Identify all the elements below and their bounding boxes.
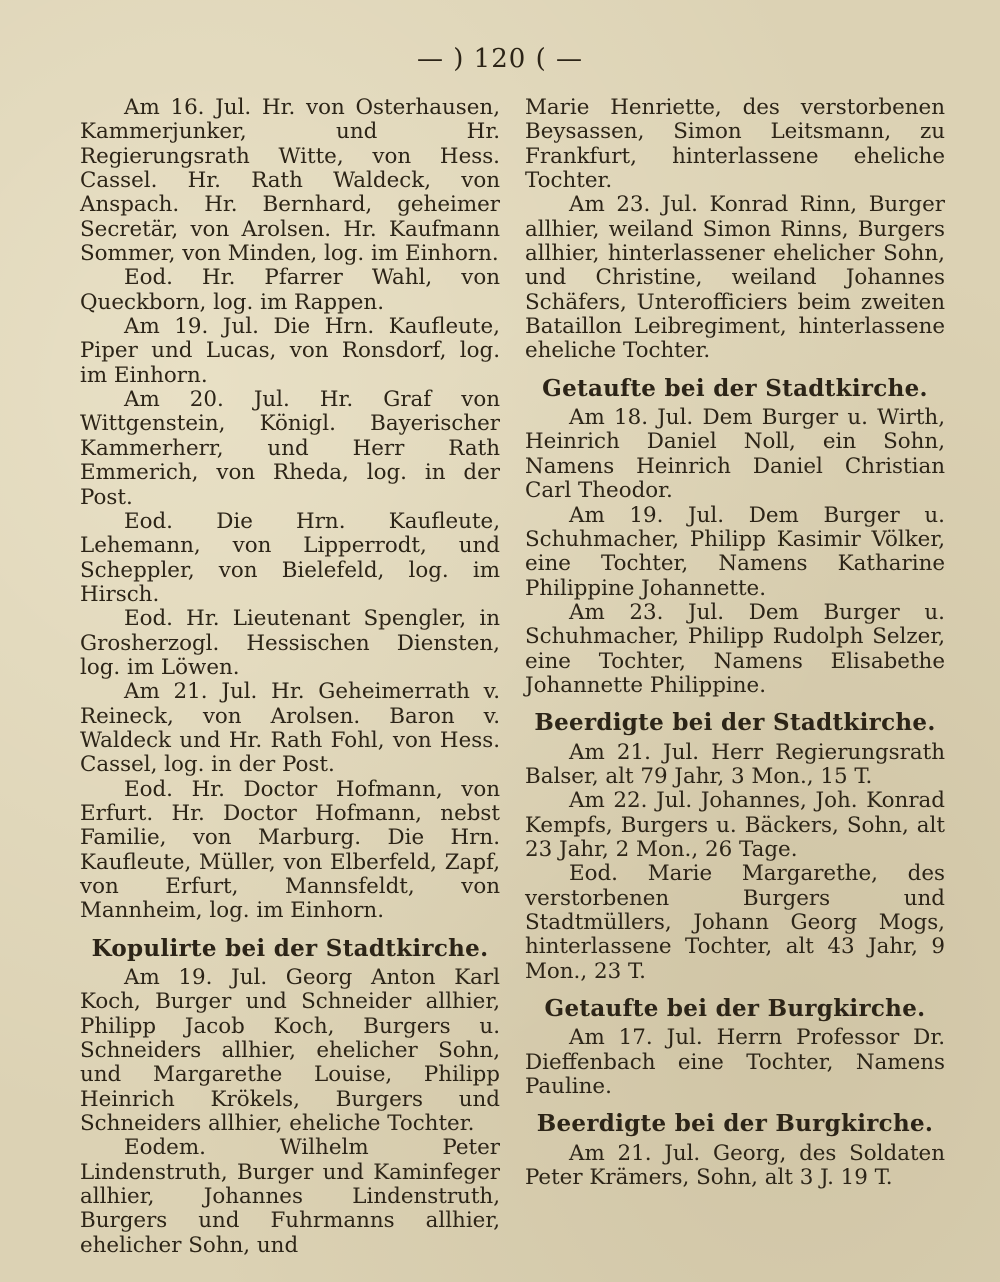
entry-paragraph: Eod. Hr. Doctor Hofmann, von Erfurt. Hr. Doctor Hofmann, nebst Familie, von Marburg. Die Hrn. Kaufleute, Müller, von Elberfeld, Zapf, von Erfurt, Mannsfeldt, von Mannheim, log. im Einhorn.	[80, 776, 500, 924]
section-heading: Beerdigte bei der Burgkirche.	[536, 1110, 934, 1138]
entry-paragraph: Am 19. Jul. Georg Anton Karl Koch, Burger und Schneider allhier, Philipp Jacob Koch, Burgers u. Schneiders allhier, ehelicher Sohn, und Margarethe Louise, Philipp Heinrich Krökels, Burgers und Schneiders allhier, eheliche Tochter.	[80, 965, 500, 1137]
entry-paragraph: Am 21. Jul. Hr. Geheimerrath v. Reineck, von Arolsen. Baron v. Waldeck und Hr. Rath Fohl, von Hess. Cassel, log. in der Post.	[80, 679, 500, 778]
entry-paragraph: Am 19. Jul. Dem Burger u. Schuhmacher, Philipp Kasimir Völker, eine Tochter, Namens Katharine Philippine Johannette.	[525, 502, 945, 601]
entry-paragraph: Eod. Hr. Lieutenant Spengler, in Grosherzogl. Hessischen Diensten, log. im Löwen.	[80, 606, 500, 680]
entry-paragraph: Am 23. Jul. Konrad Rinn, Burger allhier, weiland Simon Rinns, Burgers allhier, hinterlassener ehelicher Sohn, und Christine, weiland Johannes Schäfers, Unterofficiers beim zweiten Bataillon Leibregiment, hinterlassene eheliche Tochter.	[525, 192, 945, 364]
entry-paragraph: Am 19. Jul. Die Hrn. Kaufleute, Piper und Lucas, von Ronsdorf, log. im Einhorn.	[80, 314, 500, 388]
entry-paragraph: Am 21. Jul. Georg, des Soldaten Peter Krämers, Sohn, alt 3 J. 19 T.	[525, 1140, 945, 1191]
section-heading: Getaufte bei der Stadtkirche.	[542, 374, 928, 402]
section-heading: Kopulirte bei der Stadtkirche.	[91, 934, 489, 962]
page-number: — ) 120 ( —	[417, 44, 583, 74]
entry-paragraph: Eod. Die Hrn. Kaufleute, Lehemann, von Lipperrodt, und Scheppler, von Bielefeld, log. im Hirsch.	[80, 508, 500, 607]
entry-paragraph: Am 17. Jul. Herrn Professor Dr. Dieffenbach eine Tochter, Namens Pauline.	[525, 1025, 945, 1100]
section-heading: Getaufte bei der Burgkirche.	[544, 995, 926, 1023]
entry-paragraph: Am 18. Jul. Dem Burger u. Wirth, Heinrich Daniel Noll, ein Sohn, Namens Heinrich Daniel Christian Carl Theodor.	[525, 405, 945, 504]
left-column	[80, 96, 500, 1258]
entry-paragraph: Am 23. Jul. Dem Burger u. Schuhmacher, Philipp Rudolph Selzer, eine Tochter, Namens Elisabethe Johannette Philippine.	[525, 599, 945, 698]
entry-paragraph: Am 22. Jul. Johannes, Joh. Konrad Kempfs, Burgers u. Bäckers, Sohn, alt 23 Jahr, 2 Mon., 26 Tage.	[525, 788, 945, 862]
entry-paragraph-continued: Marie Henriette, des verstorbenen Beysassen, Simon Leitsmann, zu Frankfurt, hinterlassene eheliche Tochter.	[525, 95, 945, 194]
section-heading: Beerdigte bei der Stadtkirche.	[534, 709, 936, 737]
right-column	[525, 96, 945, 1190]
entry-paragraph: Eodem. Wilhelm Peter Lindenstruth, Burger und Kaminfeger allhier, Johannes Lindenstruth, Burgers und Fuhrmanns allhier, ehelicher Sohn, und	[80, 1135, 500, 1258]
entry-paragraph: Am 21. Jul. Herr Regierungsrath Balser, alt 79 Jahr, 3 Mon., 15 T.	[525, 739, 945, 789]
entry-paragraph: Am 20. Jul. Hr. Graf von Wittgenstein, Königl. Bayerischer Kammerherr, und Herr Rath Emmerich, von Rheda, log. in der Post.	[80, 387, 500, 510]
entry-paragraph: Am 16. Jul. Hr. von Osterhausen, Kammerjunker, und Hr. Regierungsrath Witte, von Hess. Cassel. Hr. Rath Waldeck, von Anspach. Hr. Bernhard, geheimer Secretär, von Arolsen. Hr. Kaufmann Sommer, von Minden, log. im Einhorn.	[80, 95, 500, 267]
entry-paragraph: Eod. Hr. Pfarrer Wahl, von Queckborn, log. im Rappen.	[80, 265, 500, 315]
entry-paragraph: Eod. Marie Margarethe, des verstorbenen Burgers und Stadtmüllers, Johann Georg Mogs, hinterlassene Tochter, alt 43 Jahr, 9 Mon., 23 T.	[525, 861, 945, 984]
